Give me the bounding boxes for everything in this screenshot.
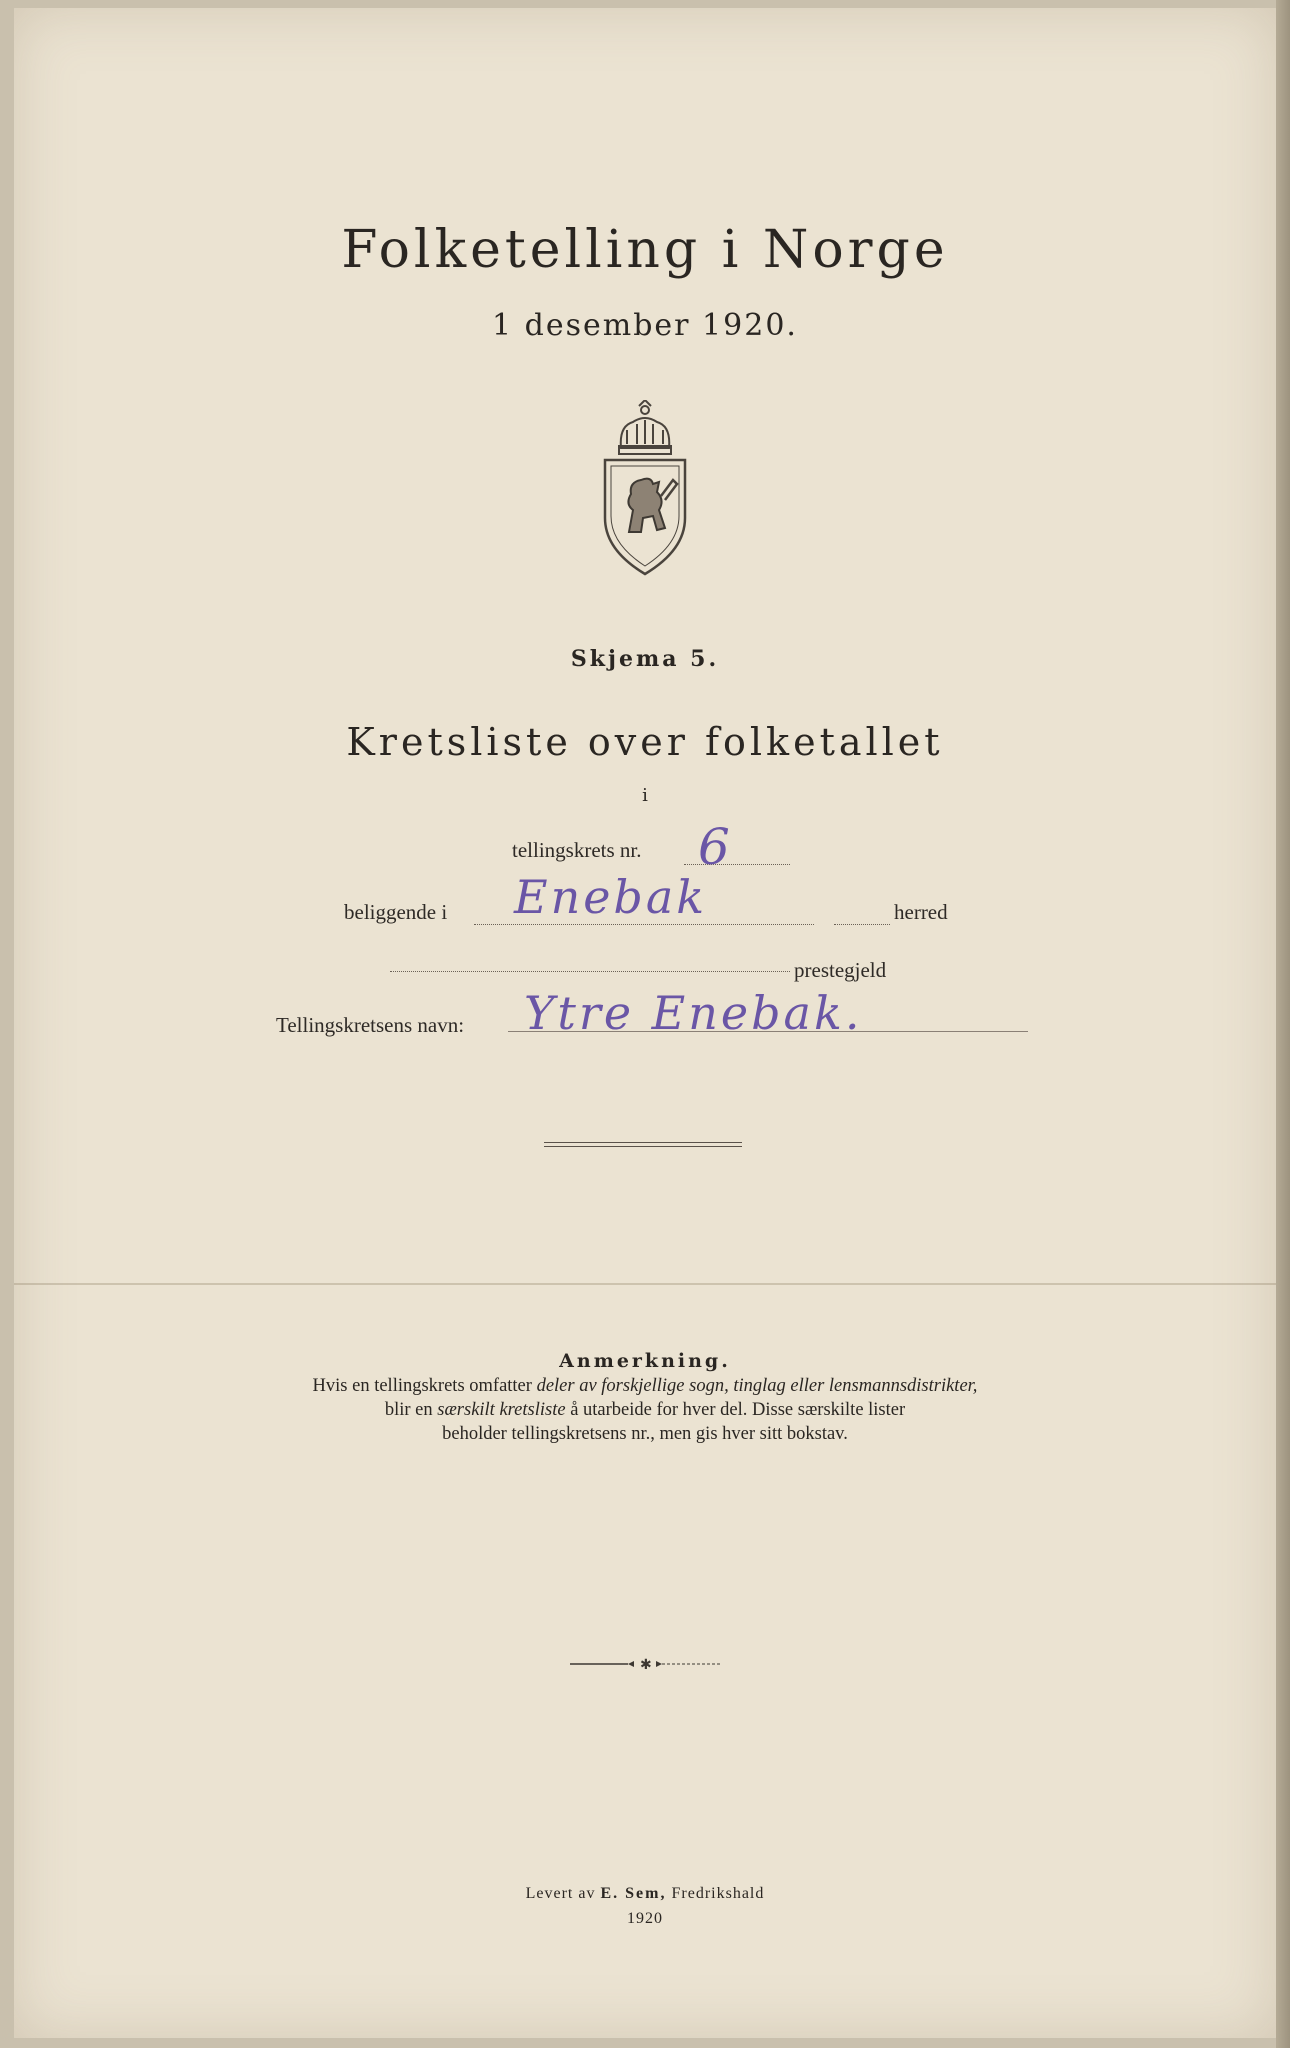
preposition-i: i bbox=[642, 785, 648, 806]
form-heading: Kretsliste over folketallet bbox=[346, 720, 944, 764]
census-form-page bbox=[14, 8, 1276, 2038]
prestegjeld-line bbox=[390, 970, 790, 972]
note-line-1: Hvis en tellingskrets omfatter deler av forskjellige sogn, tinglag eller lensmannsdistrikter, bbox=[312, 1376, 978, 1396]
herred-gap-line bbox=[834, 923, 890, 925]
municipality-handwritten: Enebak bbox=[514, 870, 708, 924]
section-divider bbox=[544, 1142, 742, 1147]
ornament-divider-icon bbox=[570, 1658, 720, 1670]
page-edge bbox=[1276, 0, 1290, 2048]
herred-label: herred bbox=[894, 900, 948, 924]
krets-label: tellingskrets nr. bbox=[512, 838, 642, 862]
norwegian-coat-of-arms-icon bbox=[599, 400, 691, 578]
krets-name-handwritten: Ytre Enebak. bbox=[524, 986, 863, 1040]
paper-fold bbox=[14, 1283, 1276, 1285]
note-line-2: blir en særskilt kretsliste å utarbeide for hver del. Disse særskilte lister bbox=[384, 1400, 906, 1420]
note-heading: Anmerkning. bbox=[559, 1350, 731, 1372]
krets-number-handwritten: 6 bbox=[698, 818, 733, 876]
beliggende-label: beliggende i bbox=[344, 900, 448, 924]
census-date: 1 desember 1920. bbox=[492, 308, 798, 343]
schema-number: Skjema 5. bbox=[570, 646, 720, 672]
note-line-3: beholder tellingskretsens nr., men gis hver sitt bokstav. bbox=[442, 1424, 848, 1444]
prestegjeld-label: prestegjeld bbox=[794, 958, 887, 982]
printer-credit: Levert av E. Sem, Fredrikshald bbox=[525, 1885, 765, 1902]
page-title: Folketelling i Norge bbox=[341, 220, 949, 280]
svg-text:✱: ✱ bbox=[640, 1658, 652, 1670]
krets-name-label: Tellingskretsens navn: bbox=[276, 1013, 465, 1037]
print-year: 1920 bbox=[627, 1910, 663, 1927]
